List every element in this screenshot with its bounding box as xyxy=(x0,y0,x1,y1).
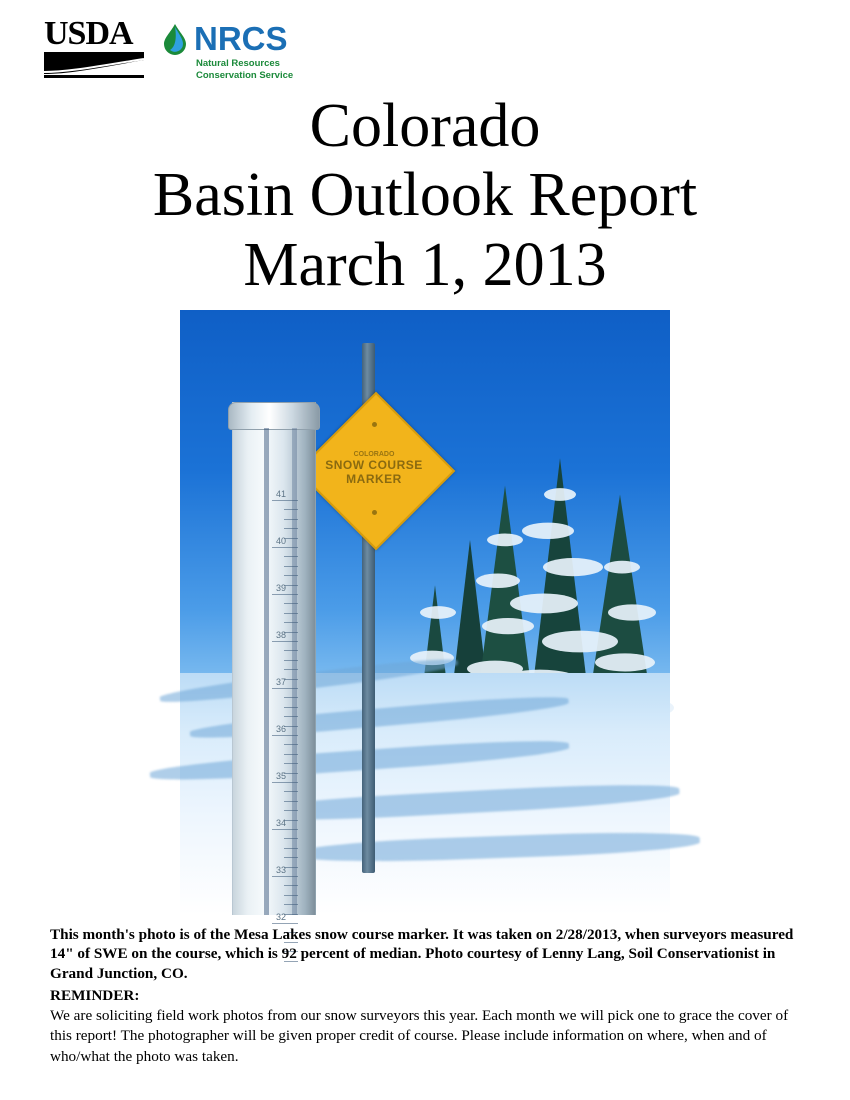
agency-logo-row xyxy=(44,15,294,82)
snow-tube xyxy=(232,402,316,915)
snow-tube-tick-label: 39 xyxy=(276,583,287,593)
snow-tube-edge-line xyxy=(292,428,297,915)
snow-tube-tick-label: 34 xyxy=(276,818,287,828)
nrcs-subtitle xyxy=(196,58,293,82)
sign-bolt-top-icon xyxy=(372,422,377,427)
snow-tube-major-tick xyxy=(272,735,298,736)
snow-tube-minor-tick xyxy=(284,914,298,915)
sign-line-1: COLORADO xyxy=(353,451,395,459)
snow-tube-minor-tick xyxy=(284,810,298,811)
usda-wordmark: USDA xyxy=(44,15,133,52)
snow-tube-minor-tick xyxy=(284,857,298,858)
snow-tube-minor-tick xyxy=(284,754,298,755)
snow-tube-minor-tick xyxy=(284,820,298,821)
snow-tube-tick-label: 41 xyxy=(276,489,287,499)
snow-tube-minor-tick xyxy=(284,838,298,839)
snow-tube-core-line xyxy=(264,428,269,915)
snow-tube-major-tick xyxy=(272,500,298,501)
snow-tube-tick-label: 33 xyxy=(276,865,287,875)
snow-tube-major-tick xyxy=(272,782,298,783)
snow-tube-tick-label: 32 xyxy=(276,912,287,922)
snow-tube-minor-tick xyxy=(284,895,298,896)
reminder-body: We are soliciting field work photos from our snow surveyors this year. Each month we will pick one to grace the cover of this report! The photographer will be given proper credit of course. Please include information on where, when and of who/what the photo was taken. xyxy=(50,1006,789,1065)
nrcs-logo-icon xyxy=(162,22,293,82)
snow-tube-cap xyxy=(228,402,320,430)
title-line-2: Basin Outlook Report xyxy=(152,161,698,230)
snow-tube-minor-tick xyxy=(284,538,298,539)
snow-tube-minor-tick xyxy=(284,773,298,774)
snow-tube-major-tick xyxy=(272,688,298,689)
snow-tube-tick-label: 37 xyxy=(276,677,287,687)
nrcs-subtitle-line1: Natural Resources xyxy=(196,58,280,69)
sign-bolt-bottom-icon xyxy=(372,510,377,515)
snow-tube-minor-tick xyxy=(284,556,298,557)
snow-tube-minor-tick xyxy=(284,613,298,614)
snow-tube-minor-tick xyxy=(284,904,298,905)
snow-tube-major-tick xyxy=(272,547,298,548)
snow-tube-minor-tick xyxy=(284,763,298,764)
snow-tube-minor-tick xyxy=(284,575,298,576)
snow-course-sign-text xyxy=(320,415,428,523)
snow-tube-tick-label: 36 xyxy=(276,724,287,734)
sign-line-2: SNOW COURSE xyxy=(325,458,423,473)
snow-tube-tick-label: 38 xyxy=(276,630,287,640)
caption-bold-text: This month's photo is of the Mesa Lakes snow course marker. It was taken on 2/28/2013, when surveyors measured 14" of SWE on the course, which is 92 percent of median. Photo courtesy of Lenny Lang, Soil Conservationist in Grand Junction, CO. xyxy=(50,926,794,982)
snow-tube-minor-tick xyxy=(284,660,298,661)
snow-tube-major-tick xyxy=(272,594,298,595)
usda-logo-icon xyxy=(44,15,144,78)
snow-tube-minor-tick xyxy=(284,632,298,633)
usda-swoosh-icon xyxy=(44,59,144,75)
snow-tube-minor-tick xyxy=(284,528,298,529)
snow-tube-minor-tick xyxy=(284,566,298,567)
snow-tube-minor-tick xyxy=(284,716,298,717)
snow-tube-tick-label: 40 xyxy=(276,536,287,546)
cover-photo-image xyxy=(180,310,670,922)
snow-tube-major-tick xyxy=(272,876,298,877)
nrcs-wordmark: NRCS xyxy=(194,20,288,57)
snow-tube-major-tick xyxy=(272,641,298,642)
snow-tube-minor-tick xyxy=(284,585,298,586)
snow-tube-major-tick xyxy=(272,923,298,924)
sign-line-3: MARKER xyxy=(346,472,402,487)
snow-tube-minor-tick xyxy=(284,791,298,792)
usda-logo-block xyxy=(44,52,144,78)
snow-tube-minor-tick xyxy=(284,707,298,708)
snow-tube-minor-tick xyxy=(284,697,298,698)
snow-tube-minor-tick xyxy=(284,867,298,868)
title-line-3: March 1, 2013 xyxy=(243,230,607,299)
snow-tube-tick-label: 35 xyxy=(276,771,287,781)
snow-tube-minor-tick xyxy=(284,744,298,745)
snow-tube-major-tick xyxy=(272,829,298,830)
title-line-1: Colorado xyxy=(309,92,541,160)
snow-tube-minor-tick xyxy=(284,519,298,520)
snow-tube-minor-tick xyxy=(284,509,298,510)
snow-tube-minor-tick xyxy=(284,679,298,680)
snow-tube-minor-tick xyxy=(284,726,298,727)
snow-tube-minor-tick xyxy=(284,669,298,670)
photo-caption xyxy=(50,925,800,1067)
nrcs-water-drop-icon xyxy=(162,23,188,55)
snow-tube-minor-tick xyxy=(284,650,298,651)
snow-tube-minor-tick xyxy=(284,885,298,886)
snow-tube-minor-tick xyxy=(284,801,298,802)
page-title xyxy=(0,92,850,300)
snow-tube-minor-tick xyxy=(284,622,298,623)
nrcs-subtitle-line2: Conservation Service xyxy=(196,69,294,81)
cover-photo xyxy=(180,310,670,922)
reminder-label: REMINDER: xyxy=(50,987,140,1005)
snow-tube-minor-tick xyxy=(284,848,298,849)
snow-tube-minor-tick xyxy=(284,603,298,604)
